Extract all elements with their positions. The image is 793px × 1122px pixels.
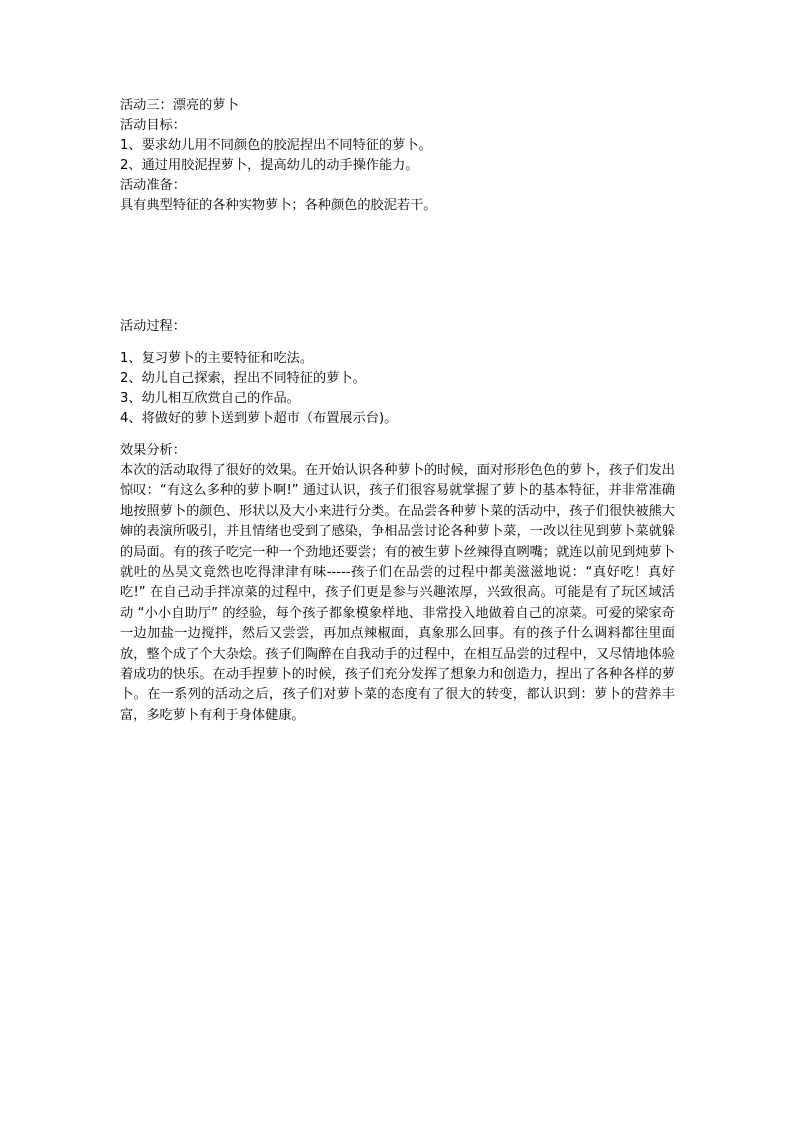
analysis-heading: 效果分析： xyxy=(120,443,186,458)
document-body xyxy=(120,96,680,726)
process-step: 2、幼儿自己探索，捏出不同特征的萝卜。 xyxy=(120,371,366,386)
blank-space xyxy=(120,216,680,317)
prep-heading: 活动准备： xyxy=(120,178,186,193)
process-heading: 活动过程： xyxy=(120,319,186,334)
analysis-paragraph: 本次的活动取得了很好的效果。在开始认识各种萝卜的时候，面对形形色色的萝卜，孩子们发出惊叹：“有这么多种的萝卜啊!” 通过认识，孩子们很容易就掌握了萝卜的基本特征，并非常准确地按照萝卜的颜色、形状以及大小来进行分类。在品尝各种萝卜菜的活动中，孩子们很快被熊大婶的表演所吸引，并且情绪也受到了感染，争相品尝讨论各种萝卜菜，一改以往见到萝卜菜就躲的局面。有的孩子吃完一种一个劲地还要尝；有的被生萝卜丝辣得直咧嘴；就连以前见到炖萝卜就吐的丛昊文竟然也吃得津津有味-----孩子们在品尝的过程中都美滋滋地说：“真好吃！真好吃!” 在自己动手拌凉菜的过程中，孩子们更是参与兴趣浓厚，兴致很高。可能是有了玩区域活动 “小小自助厅” 的经验，每个孩子都象模象样地、非常投入地做着自己的凉菜。可爱的梁家奇一边加盐一边搅拌，然后又尝尝，再加点辣椒面，真象那么回事。有的孩子什么调料都往里面放，整个成了个大杂烩。孩子们陶醉在自我动手的过程中，在相互品尝的过程中，又尽情地体验着成功的快乐。在动手捏萝卜的时候，孩子们充分发挥了想象力和创造力，捏出了各种各样的萝卜。在一系列的活动之后，孩子们对萝卜菜的态度有了很大的转变，都认识到：萝卜的营养丰富，多吃萝卜有利于身体健康。 xyxy=(120,463,675,723)
blank-space xyxy=(120,429,680,441)
prep-text: 具有典型特征的各种实物萝卜；各种颜色的胶泥若干。 xyxy=(120,198,437,213)
goals-heading: 活动目标： xyxy=(120,118,186,133)
section-title: 活动三：漂亮的萝卜 xyxy=(120,98,239,113)
goal-item: 1、要求幼儿用不同颜色的胶泥捏出不同特征的萝卜。 xyxy=(120,138,432,153)
process-step: 4、将做好的萝卜送到萝卜超市（布置展示台)。 xyxy=(120,411,398,426)
process-step: 1、复习萝卜的主要特征和吃法。 xyxy=(120,351,314,366)
goal-item: 2、通过用胶泥捏萝卜，提高幼儿的动手操作能力。 xyxy=(120,158,419,173)
blank-space xyxy=(120,337,680,349)
process-step: 3、幼儿相互欣赏自己的作品。 xyxy=(120,391,300,406)
